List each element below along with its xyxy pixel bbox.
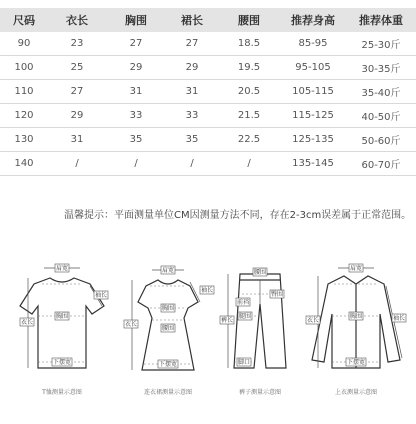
header-length: 衣长 [66, 14, 88, 27]
cell-skirt-length: 31 [185, 86, 199, 97]
cell-length: 25 [70, 62, 84, 73]
cell-length: / [75, 158, 79, 169]
cell-chest: 35 [129, 134, 143, 145]
table-row [0, 128, 416, 152]
size-table [0, 8, 416, 176]
cell-height: 95-105 [295, 62, 331, 73]
label-chest: 胸围 [349, 313, 363, 320]
cell-waist: 22.5 [237, 134, 261, 145]
cell-length: 23 [70, 38, 84, 49]
label-sleeve: 袖长 [392, 315, 406, 322]
tshirt-figure [14, 264, 110, 382]
label-waist: 腰围 [161, 325, 175, 332]
header-size: 尺码 [13, 14, 35, 27]
measurement-note: 温馨提示：平面测量单位CM因测量方法不同，存在2-3cm误差属于正常范围。 [64, 210, 412, 221]
header-height: 推荐身高 [291, 14, 335, 27]
dress-diagram [120, 264, 216, 382]
label-length: 裤长 [220, 317, 234, 324]
cell-waist: / [247, 158, 251, 169]
cell-weight: 60-70斤 [361, 160, 401, 171]
cell-size: 140 [14, 158, 34, 169]
label-chest: 胸围 [161, 305, 175, 312]
table-row [0, 104, 416, 128]
pants-caption: 裤子测量示意图 [238, 389, 281, 396]
cell-waist: 20.5 [237, 86, 261, 97]
cell-length: 27 [70, 86, 84, 97]
cell-weight: 35-40斤 [361, 88, 401, 99]
cell-size: 100 [14, 62, 34, 73]
label-leg: 腿围 [238, 313, 252, 320]
cell-chest: 29 [129, 62, 143, 73]
cell-height: 105-115 [292, 86, 334, 97]
jacket-caption: 上衣测量示意图 [334, 389, 377, 396]
cell-skirt-length: / [190, 158, 194, 169]
label-sleeve: 袖长 [94, 292, 108, 299]
table-row [0, 152, 416, 176]
tshirt-caption: T恤测量示意图 [42, 389, 82, 396]
cell-chest: 27 [129, 38, 143, 49]
table-row [0, 56, 416, 80]
label-waist: 腰围 [253, 269, 267, 276]
cell-skirt-length: 35 [185, 134, 199, 145]
dress-caption: 连衣裙测量示意图 [143, 389, 192, 396]
cell-skirt-length: 27 [185, 38, 199, 49]
cell-waist: 18.5 [237, 38, 261, 49]
tshirt-diagram [14, 264, 110, 382]
label-front-rise: 前裆 [236, 299, 250, 306]
header-chest: 胸围 [125, 14, 147, 27]
label-shoulder: 肩宽 [55, 265, 69, 272]
label-hem: 下摆宽 [52, 359, 72, 366]
label-shoulder: 肩宽 [349, 265, 363, 272]
label-sleeve: 袖长 [200, 287, 214, 294]
cell-size: 120 [14, 110, 34, 121]
cell-weight: 40-50斤 [361, 112, 401, 123]
cell-weight: 30-35斤 [361, 64, 401, 75]
label-hem: 下摆宽 [158, 361, 178, 368]
jacket-diagram [304, 264, 408, 382]
pants-figure [220, 264, 300, 382]
cell-height: 135-145 [292, 158, 334, 169]
size-table-header [0, 8, 416, 32]
label-length: 衣长 [124, 321, 138, 328]
cell-height: 85-95 [298, 38, 328, 49]
cell-length: 31 [70, 134, 84, 145]
cell-height: 125-135 [292, 134, 334, 145]
header-skirt-length: 裙长 [181, 14, 203, 27]
header-waist: 腰围 [238, 14, 260, 27]
cell-height: 115-125 [292, 110, 334, 121]
header-weight: 推荐体重 [359, 14, 403, 27]
cell-length: 29 [70, 110, 84, 121]
cell-chest: 31 [129, 86, 143, 97]
dress-figure [120, 264, 216, 382]
label-chest: 胸围 [55, 313, 69, 320]
table-row [0, 32, 416, 56]
pants-diagram [220, 264, 300, 382]
cell-size: 130 [14, 134, 34, 145]
cell-size: 110 [14, 86, 34, 97]
cell-skirt-length: 33 [185, 110, 199, 121]
label-shoulder: 肩宽 [161, 267, 175, 274]
cell-waist: 21.5 [237, 110, 261, 121]
cell-size: 90 [17, 38, 31, 49]
label-length: 衣长 [306, 317, 320, 324]
table-row [0, 80, 416, 104]
label-length: 衣长 [20, 319, 34, 326]
cell-chest: 33 [129, 110, 143, 121]
jacket-figure [304, 264, 408, 382]
label-hip: 臀围 [270, 291, 284, 298]
cell-waist: 19.5 [237, 62, 261, 73]
cell-weight: 25-30斤 [361, 40, 401, 51]
label-cuff: 脚口 [237, 359, 251, 366]
cell-weight: 50-60斤 [361, 136, 401, 147]
cell-skirt-length: 29 [185, 62, 199, 73]
cell-chest: / [134, 158, 138, 169]
label-hem: 下摆宽 [346, 359, 366, 366]
